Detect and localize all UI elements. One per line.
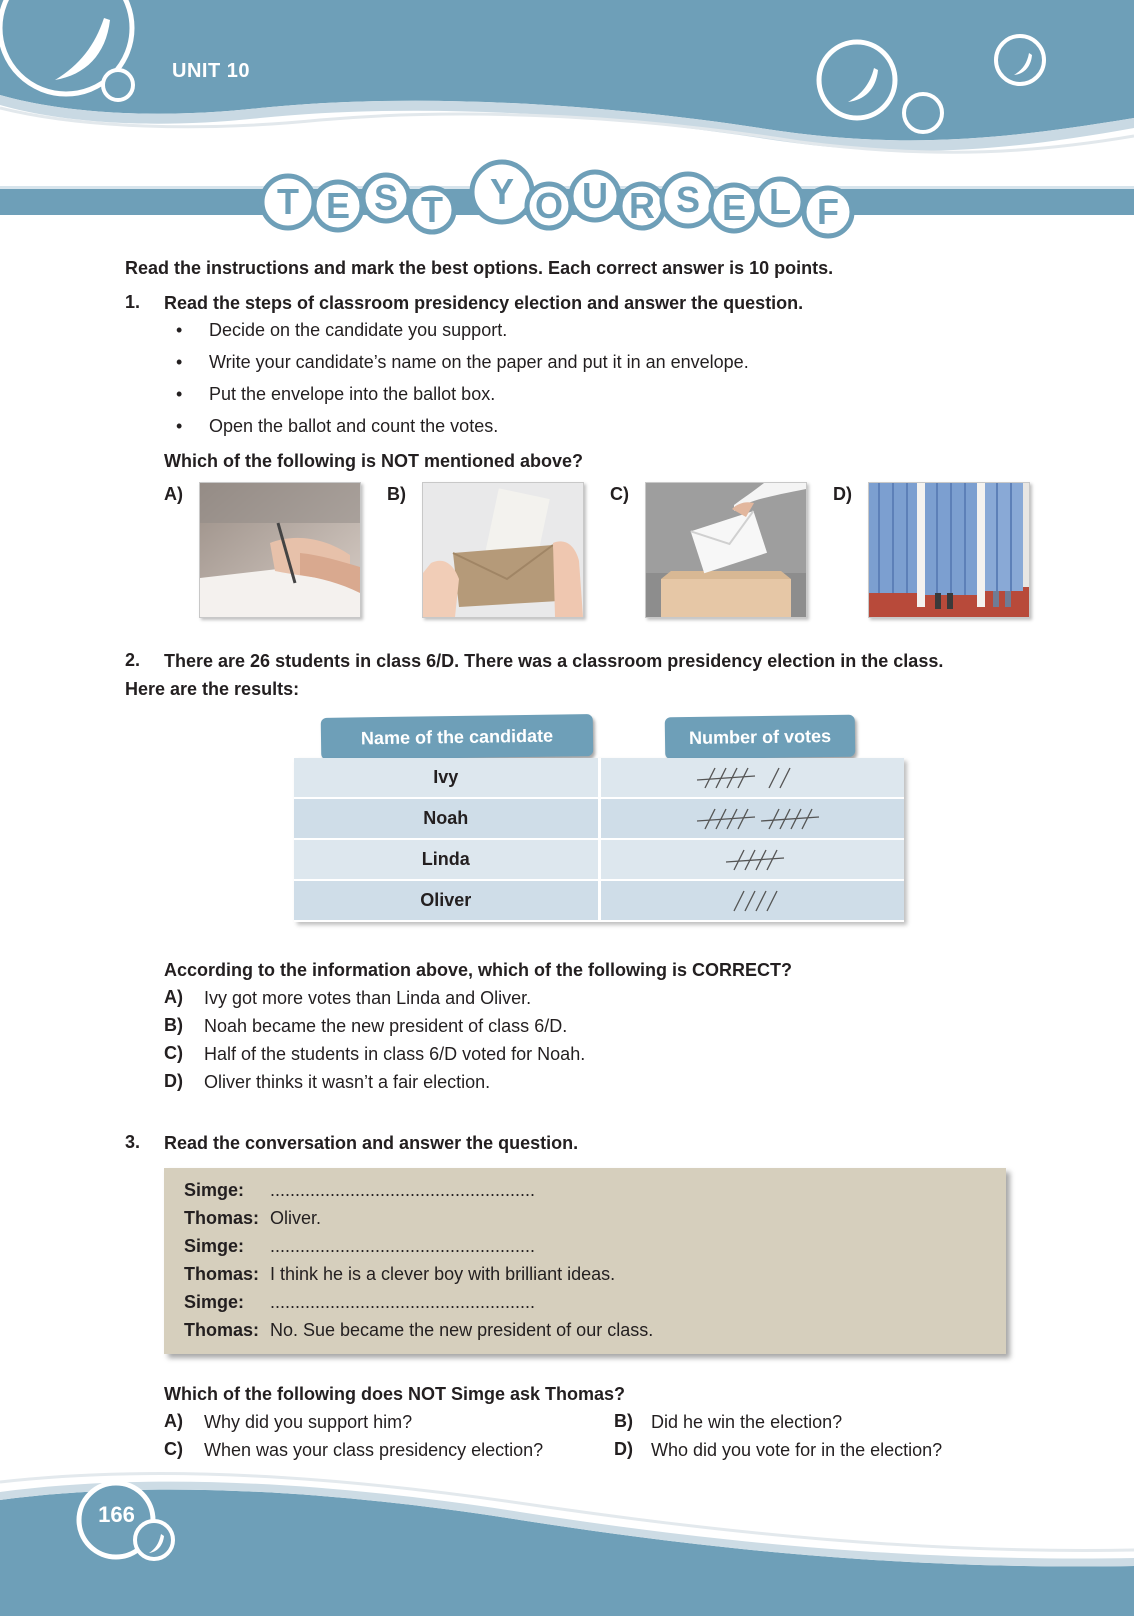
- candidate-name: Ivy: [433, 767, 459, 787]
- title-letter: Y: [489, 171, 515, 212]
- dialog-line: [184, 1180, 535, 1201]
- dialog-text: No. Sue became the new president of our class.: [270, 1320, 654, 1340]
- footer-wave: [0, 1470, 1134, 1616]
- q2-question: According to the information above, which of the following is CORRECT?: [164, 960, 792, 980]
- table-row: [294, 840, 904, 881]
- q1-bullet: Write your candidate’s name on the paper and put it in an envelope.: [209, 352, 749, 372]
- tally-stroke: [705, 768, 715, 788]
- dialog-text: Oliver.: [270, 1208, 322, 1228]
- tally-stroke: [705, 809, 715, 829]
- dialog-line: [184, 1320, 653, 1341]
- table-row: [294, 881, 904, 922]
- dialog-blank: .....................................................: [270, 1292, 536, 1312]
- title-letter: T: [277, 181, 299, 222]
- bullet-icon: •: [176, 416, 183, 436]
- tally-stroke: [780, 768, 790, 788]
- q2-option-letter[interactable]: C): [164, 1043, 183, 1063]
- q3-option-letter[interactable]: B): [614, 1411, 633, 1431]
- speaker: Simge:: [184, 1236, 245, 1256]
- tally-stroke: [767, 891, 777, 911]
- q3-question: Which of the following does NOT Simge ask Thomas?: [164, 1384, 626, 1404]
- bubble-icon: [996, 36, 1044, 84]
- q1-option-a[interactable]: A): [164, 484, 183, 504]
- tally-cell: [598, 840, 905, 879]
- tally-stroke: [745, 891, 755, 911]
- tally-strike: [726, 858, 784, 862]
- dialog-text: I think he is a clever boy with brilliant ideas.: [270, 1264, 616, 1284]
- q1-option-b[interactable]: B): [387, 484, 406, 504]
- speaker: Thomas:: [184, 1264, 260, 1284]
- tally-stroke: [734, 891, 744, 911]
- speaker: Thomas:: [184, 1208, 260, 1228]
- candidate-name: Oliver: [420, 890, 472, 910]
- title-letter: L: [769, 181, 791, 222]
- q1-bullet: Decide on the candidate you support.: [209, 320, 508, 340]
- q3-option-text[interactable]: Did he win the election?: [651, 1412, 843, 1432]
- table-header-votes: Number of votes: [665, 715, 856, 760]
- q3-option-letter[interactable]: D): [614, 1439, 633, 1459]
- bubble-icon: [904, 94, 942, 132]
- dialog-blank: .....................................................: [270, 1236, 536, 1256]
- q3-option-text[interactable]: When was your class presidency election?: [204, 1440, 544, 1460]
- table-row: [294, 799, 904, 840]
- conversation-box: [164, 1168, 1006, 1354]
- tally-marks: [652, 764, 852, 792]
- title-letter: U: [582, 175, 608, 216]
- tally-cell: [598, 881, 905, 920]
- title-letter: S: [373, 177, 399, 218]
- q2-option-text[interactable]: Oliver thinks it wasn’t a fair election.: [204, 1072, 491, 1092]
- dialog-line: [184, 1264, 615, 1285]
- q3-option-letter[interactable]: C): [164, 1439, 183, 1459]
- ballot-box-photo: [645, 482, 807, 618]
- bubble-icon: [819, 42, 895, 118]
- bullet-icon: •: [176, 320, 183, 340]
- q3-number: 3.: [125, 1132, 141, 1152]
- dialog-line: [184, 1292, 535, 1313]
- q3-option-text[interactable]: Who did you vote for in the election?: [651, 1440, 943, 1460]
- table-row: [294, 758, 904, 799]
- candidate-name: Linda: [421, 849, 470, 869]
- title-letter: E: [325, 185, 351, 226]
- tally-strike: [697, 776, 755, 780]
- speaker: Thomas:: [184, 1320, 260, 1340]
- tally-stroke: [738, 809, 748, 829]
- title-letter: T: [421, 189, 443, 230]
- q2-option-letter[interactable]: A): [164, 987, 183, 1007]
- tally-strike: [697, 817, 755, 821]
- q1-text: Read the steps of classroom presidency election and answer the question.: [164, 293, 804, 313]
- q1-question: Which of the following is NOT mentioned above?: [164, 451, 583, 471]
- tally-stroke: [767, 850, 777, 870]
- q1-option-d[interactable]: D): [833, 484, 852, 504]
- candidate-name: Noah: [423, 808, 469, 828]
- tally-marks: [652, 805, 852, 833]
- test-yourself-title: [258, 152, 878, 252]
- tally-stroke: [769, 768, 779, 788]
- q3-option-text[interactable]: Why did you support him?: [204, 1412, 413, 1432]
- envelope-photo: [422, 482, 584, 618]
- tally-strike: [761, 817, 819, 821]
- title-letter: E: [721, 187, 747, 228]
- dialog-blank: .....................................................: [270, 1180, 536, 1200]
- tally-stroke: [756, 891, 766, 911]
- q1-option-c[interactable]: C): [610, 484, 629, 504]
- tally-stroke: [734, 850, 744, 870]
- bullet-icon: •: [176, 384, 183, 404]
- q2-option-text[interactable]: Half of the students in class 6/D voted for Noah.: [204, 1044, 586, 1064]
- title-letter: R: [629, 185, 655, 226]
- q1-number: 1.: [125, 292, 141, 312]
- tally-stroke: [769, 809, 779, 829]
- q2-option-letter[interactable]: B): [164, 1015, 183, 1035]
- q3-option-letter[interactable]: A): [164, 1411, 183, 1431]
- unit-label: UNIT 10: [172, 60, 250, 82]
- tally-cell: [598, 799, 905, 838]
- q2-option-letter[interactable]: D): [164, 1071, 183, 1091]
- title-letter: S: [675, 179, 701, 220]
- results-table: [294, 758, 904, 922]
- page-number: 166: [98, 1502, 135, 1527]
- q2-option-text[interactable]: Ivy got more votes than Linda and Oliver.: [204, 988, 532, 1008]
- header-wave: [0, 0, 1134, 160]
- speaker: Simge:: [184, 1292, 245, 1312]
- tally-cell: [598, 758, 905, 797]
- q2-text-line2: Here are the results:: [125, 679, 300, 699]
- instructions: Read the instructions and mark the best options. Each correct answer is 10 points.: [125, 258, 834, 278]
- q2-number: 2.: [125, 650, 141, 670]
- q3-text: Read the conversation and answer the question.: [164, 1133, 579, 1153]
- writing-paper-photo: [199, 482, 361, 618]
- voting-booth-photo: [868, 482, 1030, 618]
- title-letter: O: [534, 185, 564, 226]
- tally-stroke: [738, 768, 748, 788]
- bubble-icon: [103, 70, 133, 100]
- tally-marks: [652, 846, 852, 874]
- tally-marks: [652, 887, 852, 915]
- q2-text-line1: There are 26 students in class 6/D. There was a classroom presidency election in the class.: [164, 651, 944, 671]
- q1-bullet: Put the envelope into the ballot box.: [209, 384, 496, 404]
- dialog-line: [184, 1208, 321, 1229]
- title-letter: F: [817, 191, 839, 232]
- q2-option-text[interactable]: Noah became the new president of class 6/D.: [204, 1016, 568, 1036]
- speaker: Simge:: [184, 1180, 245, 1200]
- table-header-name: Name of the candidate: [321, 714, 594, 760]
- tally-stroke: [802, 809, 812, 829]
- page-title: [258, 152, 878, 252]
- dialog-line: [184, 1236, 535, 1257]
- q1-bullet: Open the ballot and count the votes.: [209, 416, 499, 436]
- bullet-icon: •: [176, 352, 183, 372]
